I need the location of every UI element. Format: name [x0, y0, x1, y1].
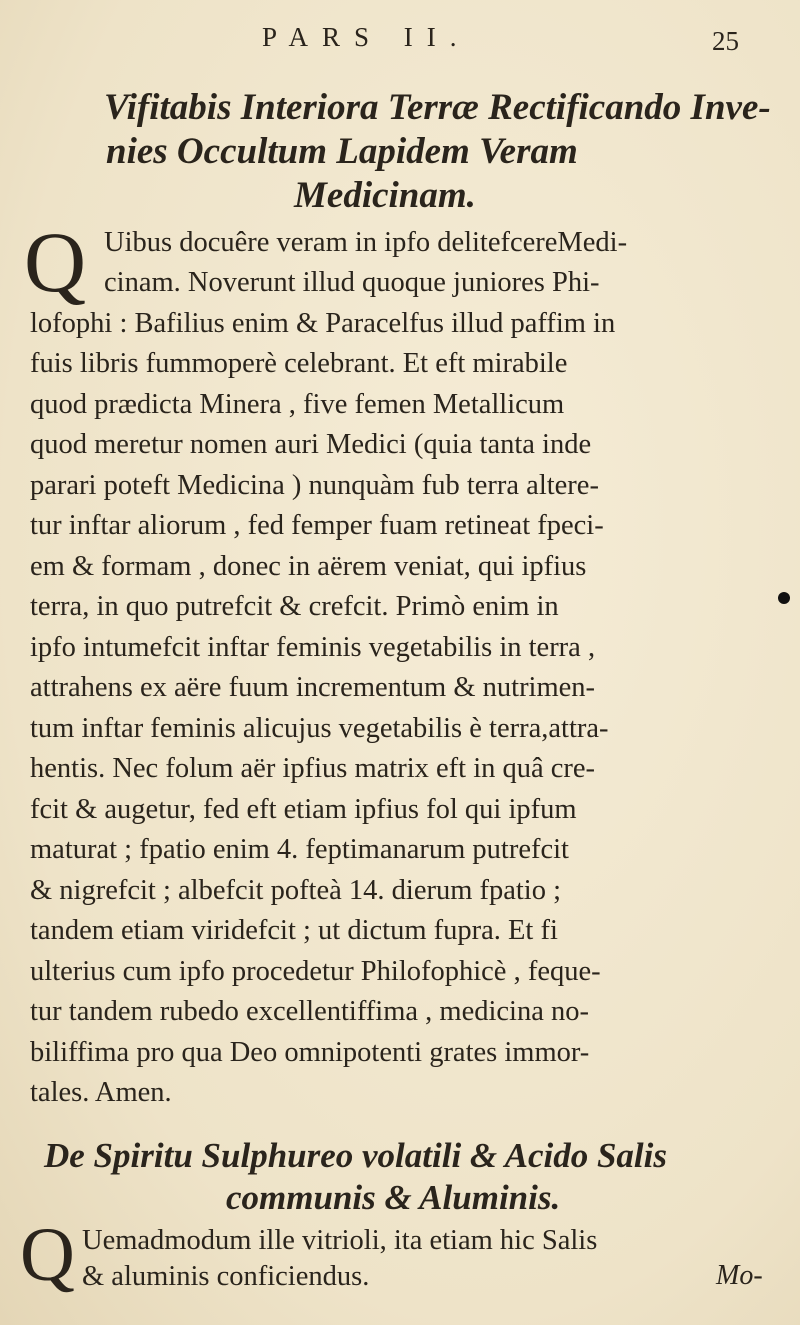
heading-line: Vifitabis Interiora Terræ Rectificando Inve- — [104, 87, 771, 128]
text-line: maturat ; fpatio enim 4. feptimanarum putrefcit — [30, 834, 569, 865]
drop-cap: Q — [20, 1213, 75, 1297]
text-line: tandem etiam viridefcit ; ut dictum fupra. Et fi — [30, 915, 558, 946]
heading-line: communis & Aluminis. — [226, 1178, 561, 1217]
ink-spot — [778, 592, 790, 604]
text-line: tur inftar aliorum , fed femper fuam retineat fpeci- — [30, 510, 604, 541]
running-head — [0, 22, 800, 62]
text-line: fuis libris fummoperè celebrant. Et eft mirabile — [30, 348, 568, 379]
heading-line: Medicinam. — [294, 175, 476, 216]
catchword: Mo- — [716, 1260, 763, 1291]
text-line: fcit & augetur, fed eft etiam ipfius fol qui ipfum — [30, 794, 577, 825]
drop-cap: Q — [24, 214, 87, 310]
heading-line: nies Occultum Lapidem Veram — [106, 131, 578, 172]
text-line: lofophi : Bafilius enim & Paracelfus illud paffim in — [30, 308, 616, 339]
text-line: Uemadmodum ille vitrioli, ita etiam hic Salis — [82, 1225, 598, 1256]
text-line: tum inftar feminis alicujus vegetabilis è terra,attra- — [30, 713, 609, 744]
text-line: ulterius cum ipfo procedetur Philofophicè , feque- — [30, 956, 601, 987]
text-line: em & formam , donec in aërem veniat, qui ipfius — [30, 551, 587, 582]
text-line: & aluminis conficiendus. — [82, 1261, 370, 1292]
text-line: biliffima pro qua Deo omnipotenti grates immor- — [30, 1037, 590, 1068]
text-line: & nigrefcit ; albefcit pofteà 14. dierum fpatio ; — [30, 875, 562, 906]
text-line: quod prædicta Minera , five femen Metallicum — [30, 389, 565, 420]
text-line: quod meretur nomen auri Medici (quia tanta inde — [30, 429, 592, 460]
text-line: hentis. Nec folum aër ipfius matrix eft in quâ cre- — [30, 753, 596, 784]
heading-line: De Spiritu Sulphureo volatili & Acido Salis — [44, 1136, 667, 1175]
text-line: ipfo intumefcit inftar feminis vegetabilis in terra , — [30, 632, 596, 663]
text-line: tur tandem rubedo excellentiffima , medicina no- — [30, 996, 589, 1027]
text-line: attrahens ex aëre fuum incrementum & nutrimen- — [30, 672, 596, 703]
running-title: PARS II. — [262, 22, 471, 52]
page-number: 25 — [712, 26, 739, 56]
text-line: tales. Amen. — [30, 1077, 172, 1108]
text-line: terra, in quo putrefcit & crefcit. Primò enim in — [30, 591, 559, 622]
text-line: parari poteft Medicina ) nunquàm fub terra altere- — [30, 470, 599, 501]
text-line: Uibus docuêre veram in ipfo delitefcereMedi- — [104, 227, 628, 258]
text-line: cinam. Noverunt illud quoque juniores Phi- — [104, 267, 600, 298]
